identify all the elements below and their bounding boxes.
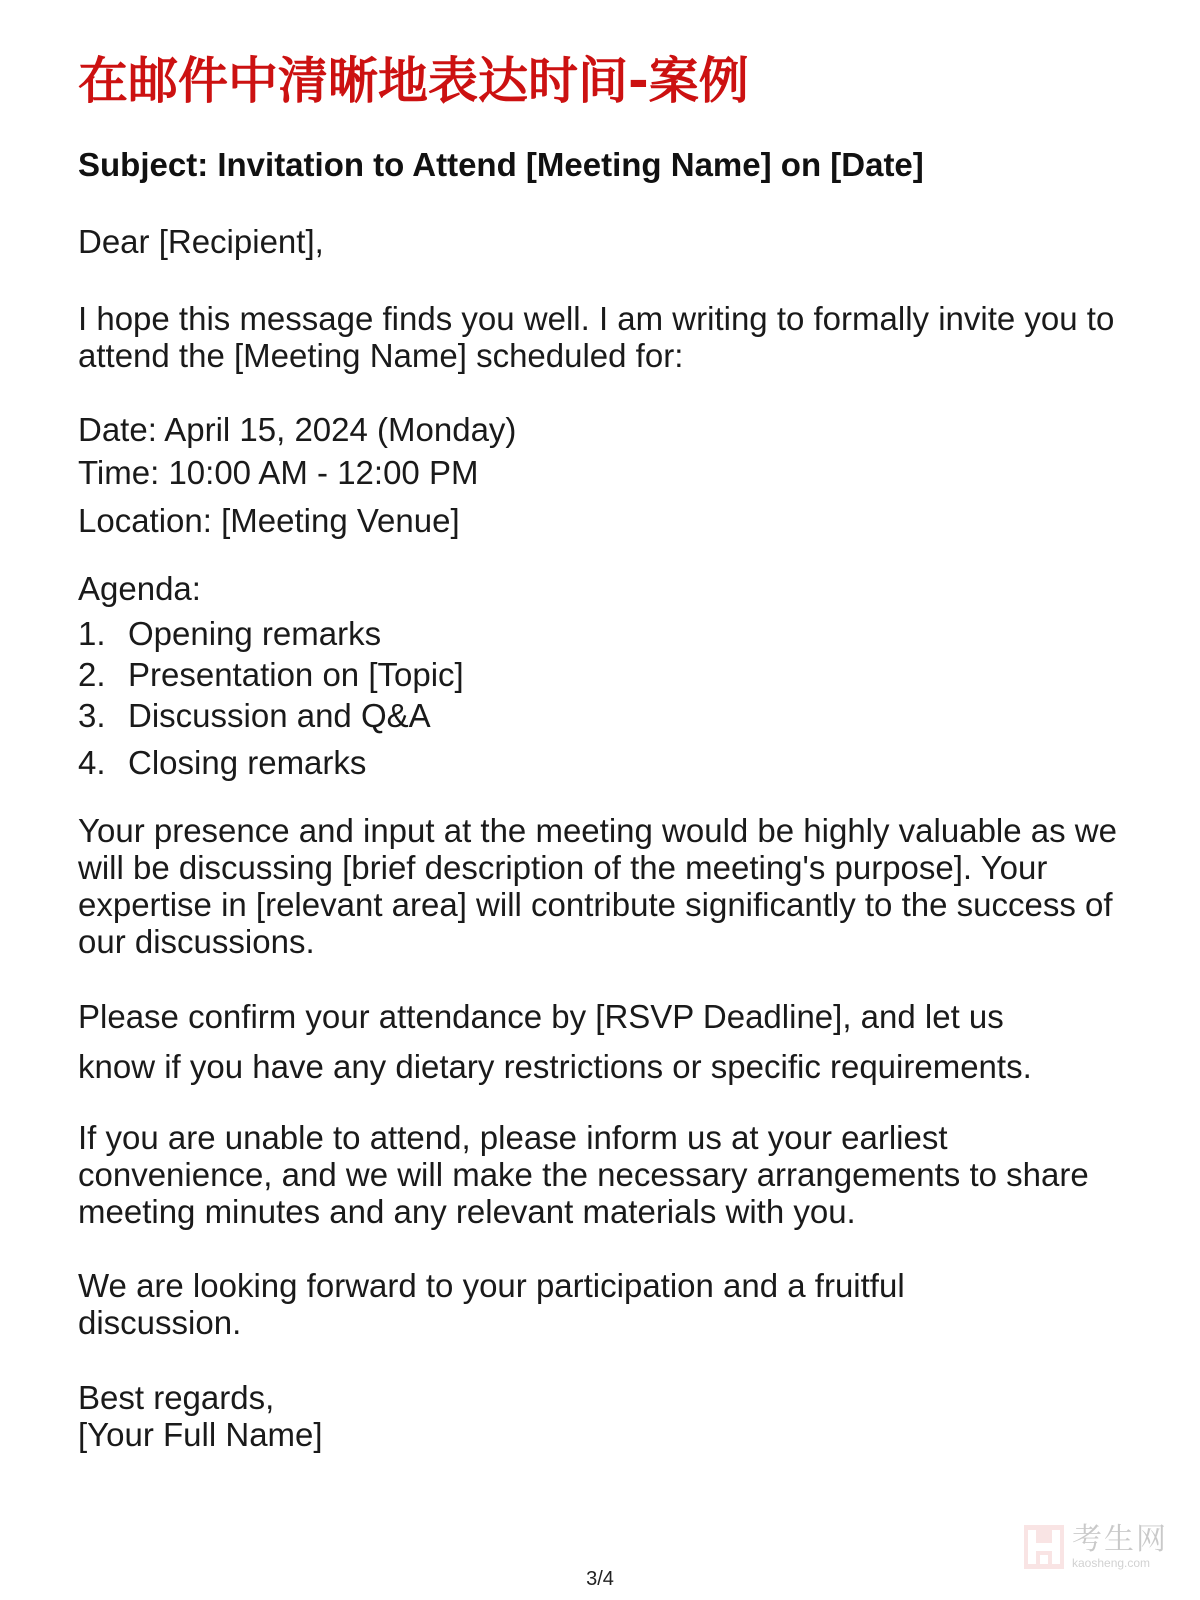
agenda-item-number: 4. [78, 744, 106, 781]
page-number: 3/4 [586, 1568, 614, 1590]
detail-time: Time: 10:00 AM - 12:00 PM [78, 454, 479, 491]
paragraph-forward: We are looking forward to your participation and a fruitful discussion. [78, 1267, 905, 1341]
paragraph-presence: Your presence and input at the meeting would be highly valuable as we will be discussing [brief description of the meeting's purpose]. Your expertise in [relevant area] will contribute significantly to the success of our discussions. [78, 812, 1117, 960]
agenda-item-number: 1. [78, 615, 106, 652]
agenda-item [78, 613, 464, 654]
agenda-item-text: Presentation on [Topic] [128, 656, 464, 693]
agenda-item [78, 742, 464, 783]
agenda-item-number: 3. [78, 697, 106, 734]
email-intro: I hope this message finds you well. I am writing to formally invite you to attend the [Meeting Name] scheduled for: [78, 300, 1115, 374]
detail-date: Date: April 15, 2024 (Monday) [78, 411, 517, 448]
detail-location: Location: [Meeting Venue] [78, 502, 460, 539]
email-signature: [Your Full Name] [78, 1416, 323, 1453]
agenda-list [78, 613, 464, 783]
agenda-item-text: Discussion and Q&A [128, 697, 431, 734]
paragraph-unable: If you are unable to attend, please inform us at your earliest convenience, and we will make the necessary arrangements to share meeting minutes and any relevant materials with you. [78, 1119, 1089, 1230]
watermark-name: 考生网 [1072, 1522, 1168, 1557]
paragraph-confirm-line2: know if you have any dietary restrictions or specific requirements. [78, 1048, 1032, 1085]
agenda-item-text: Opening remarks [128, 615, 382, 652]
email-greeting: Dear [Recipient], [78, 223, 324, 260]
email-closing: Best regards, [78, 1379, 275, 1416]
agenda-heading: Agenda: [78, 570, 201, 607]
watermark [1024, 1522, 1168, 1570]
agenda-item [78, 695, 464, 736]
paragraph-confirm-line1: Please confirm your attendance by [RSVP Deadline], and let us [78, 998, 1004, 1035]
email-subject: Subject: Invitation to Attend [Meeting Name] on [Date] [78, 146, 924, 183]
agenda-item [78, 654, 464, 695]
agenda-item-text: Closing remarks [128, 744, 367, 781]
kaosheng-logo-icon [1024, 1525, 1064, 1569]
watermark-url: kaosheng.com [1072, 1556, 1151, 1570]
agenda-item-number: 2. [78, 656, 106, 693]
page-title: 在邮件中清晰地表达时间-案例 [78, 52, 749, 110]
